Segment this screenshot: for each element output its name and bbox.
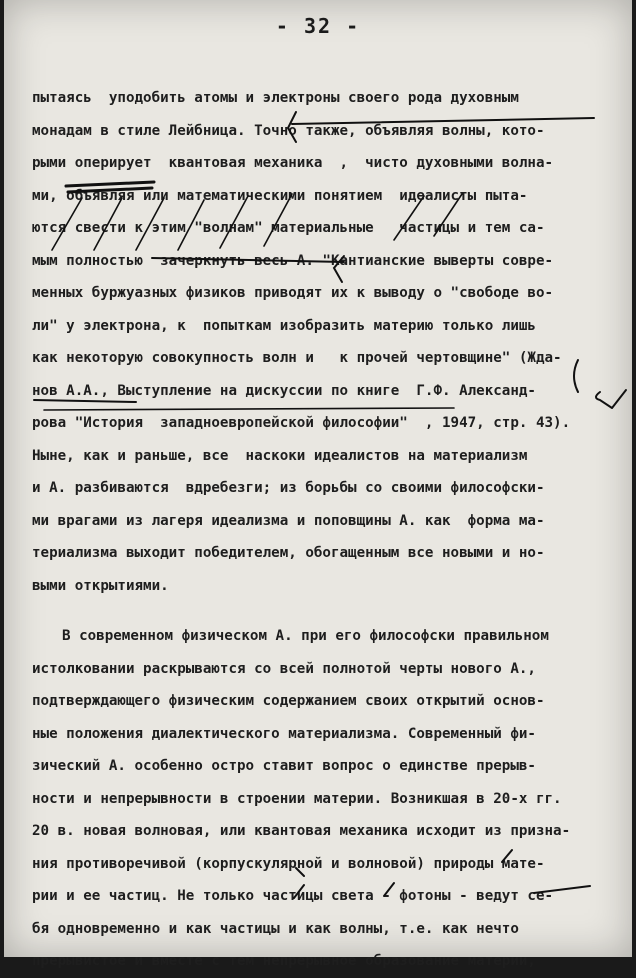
text-line: ми врагами из лагеря идеализма и поповщины А. как форма ма-	[32, 512, 545, 529]
text-line: рыми оперирует квантовая механика , чисто духовными волна-	[32, 155, 554, 171]
text-line: бя одновременно и как частицы и как волны, т.е. как нечто	[32, 920, 519, 937]
text-line: ности и непрерывности в строении материи. Возникшая в 20-х гг.	[32, 790, 562, 807]
text-line: как некоторую совокупность волн и к прочей чертовщине" (Жда-	[32, 350, 562, 366]
text-line: рова "История западноевропейской философии" , 1947, стр. 43).	[32, 415, 571, 431]
text-line: нов А.А., Выступление на дискуссии по книге Г.Ф. Александ-	[32, 382, 536, 399]
text-line: В современном физическом А. при его философски правильном	[62, 628, 549, 644]
text-line: пытаясь уподобить атомы и электроны своего рода духовным	[32, 90, 519, 106]
text-line: прерывистое и вместе с тем непрерывное образование материи,	[32, 953, 536, 969]
text-line: и А. разбиваются вдребезги; из борьбы со своими философски-	[32, 480, 545, 496]
text-line: ния противоречивой (корпускулярной и волновой) природы мате-	[32, 855, 545, 872]
text-line: ные положения диалектического материализма. Современный фи-	[32, 725, 536, 742]
text-line: ми, объявляя или математическими понятием идеалисты пыта-	[32, 187, 528, 204]
text-line: менных буржуазных физиков приводят их к выводу о "свободе во-	[32, 285, 554, 301]
text-line: мым полностью зачеркнуть весь А. "Кантианские выверты совре-	[32, 252, 554, 269]
page-number: - 32 -	[275, 14, 361, 38]
text-line: рии и ее частиц. Не только частицы света - фотоны - ведут се-	[32, 888, 554, 904]
body-text	[32, 82, 634, 978]
text-line: подтверждающего физическим содержанием своих открытий основ-	[32, 693, 545, 709]
text-line: монадам в стиле Лейбница. Точно также, объявляя волны, кото-	[32, 122, 545, 139]
text-line: Ныне, как и раньше, все наскоки идеалистов на материализм	[32, 447, 528, 464]
paragraph-gap	[32, 602, 634, 620]
text-line: ются свести к этим "волнам" материальные частицы и тем са-	[32, 220, 545, 236]
text-line: истолковании раскрываются со всей полнотой черты нового А.,	[32, 660, 536, 677]
text-line: ли" у электрона, к попыткам изобразить материю только лишь	[32, 317, 536, 334]
text-line: 20 в. новая волновая, или квантовая механика исходит из призна-	[32, 823, 571, 839]
text-line: зический А. особенно остро ставит вопрос о единстве прерыв-	[32, 758, 536, 774]
document-page	[4, 0, 632, 969]
text-line: териализма выходит победителем, обогащенным все новыми и но-	[32, 545, 545, 561]
text-line: выми открытиями.	[32, 577, 169, 594]
